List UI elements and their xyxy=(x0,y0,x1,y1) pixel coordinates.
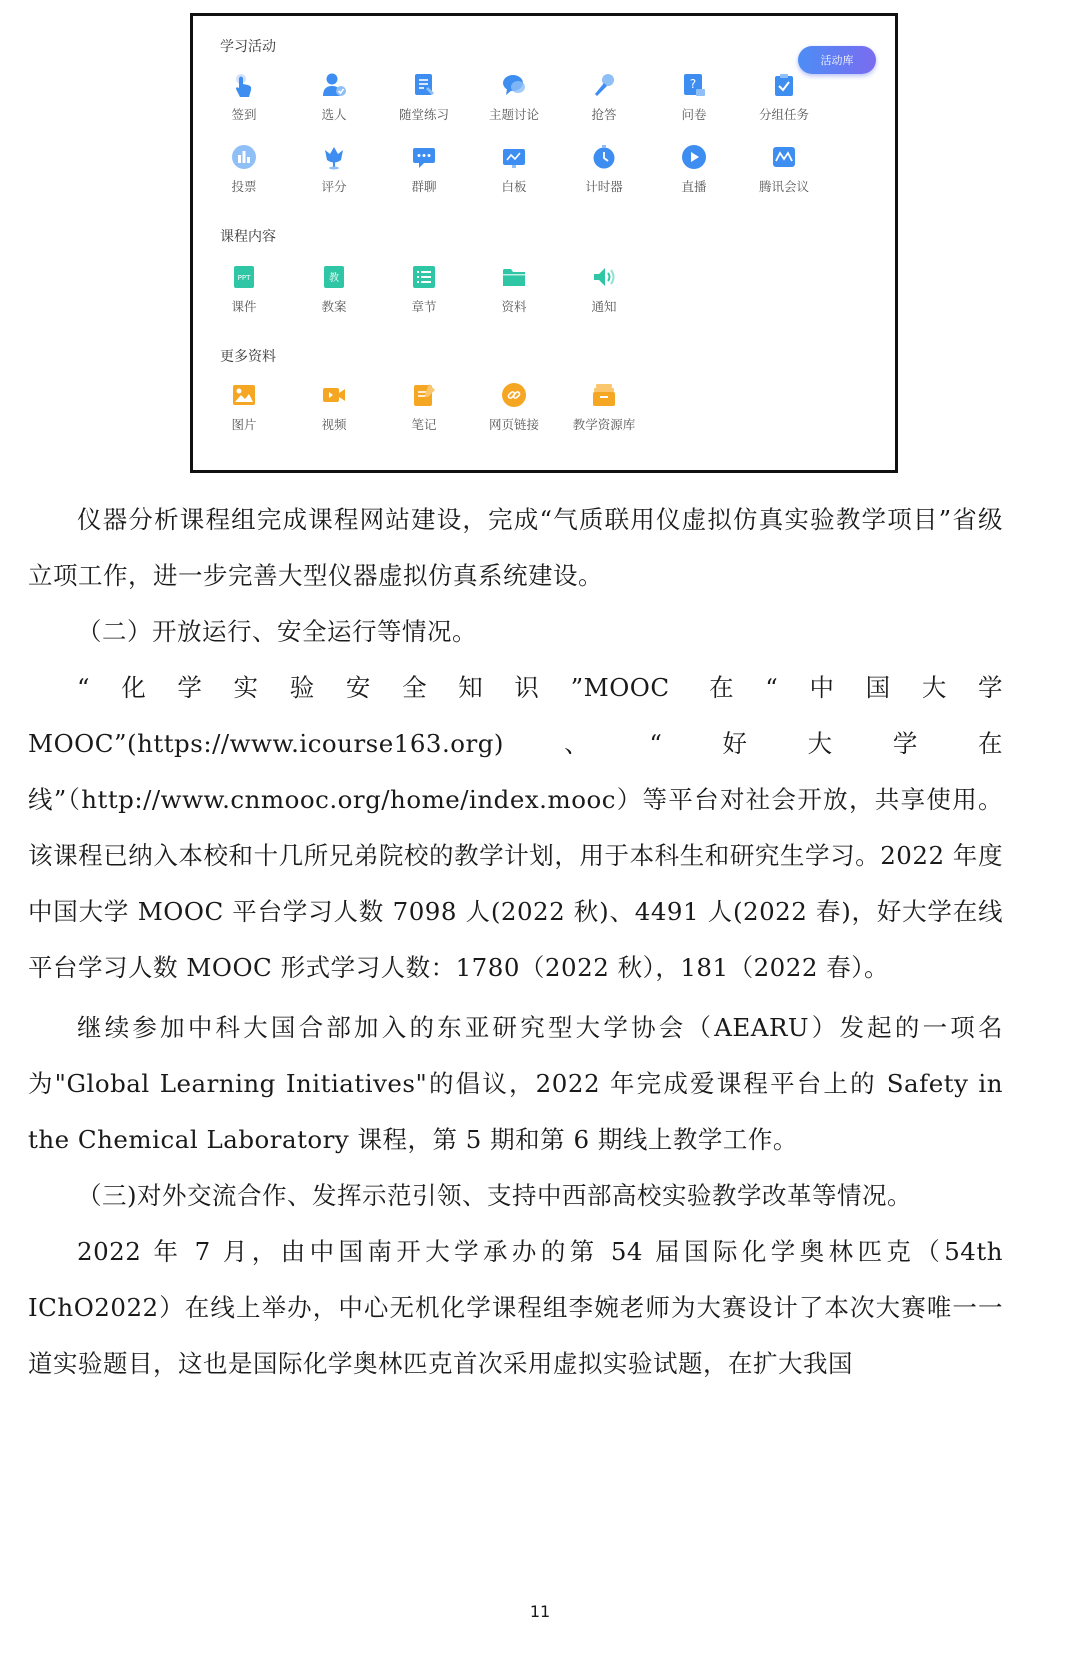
whiteboard-icon xyxy=(501,144,527,170)
tool-label: 分组任务 xyxy=(758,107,809,122)
timer-icon xyxy=(591,144,617,170)
tool-whiteboard[interactable] xyxy=(469,144,559,195)
tool-label: 计时器 xyxy=(585,179,623,194)
video-icon xyxy=(321,382,347,408)
tool-live[interactable] xyxy=(649,144,739,195)
play-icon xyxy=(681,144,707,170)
paragraph-2: （二）开放运行、安全运行等情况。 xyxy=(77,617,477,646)
tool-label: 直播 xyxy=(681,179,707,194)
paragraph-6: 2022 年 7 月，由中国南开大学承办的第 54 届国际化学奥林匹克（54th IChO2022）在线上举办，中心无机化学课程组李婉老师为大赛设计了本次大赛唯一一道实验题目，这也是国际化学奥林匹克首次采用虚拟实验试题，在扩大我国 xyxy=(28,1237,1003,1378)
tool-notes[interactable] xyxy=(379,382,469,433)
paragraph-5: （三)对外交流合作、发挥示范引领、支持中西部高校实验教学改革等情况。 xyxy=(77,1181,913,1210)
tool-resource-library[interactable] xyxy=(559,382,649,433)
tool-label: 腾讯会议 xyxy=(758,179,809,194)
tool-label: 群聊 xyxy=(411,179,437,194)
tool-label: 签到 xyxy=(231,107,257,122)
tool-tencent-meeting[interactable] xyxy=(739,144,829,195)
tool-video[interactable] xyxy=(289,382,379,433)
tool-group-task[interactable] xyxy=(739,72,829,123)
activity-library-button[interactable]: 活动库 xyxy=(798,46,876,74)
tool-teaching-plan[interactable] xyxy=(289,264,379,315)
paragraph-1: 仪器分析课程组完成课程网站建设，完成“气质联用仪虚拟仿真实验教学项目”省级立项工作，进一步完善大型仪器虚拟仿真系统建设。 xyxy=(28,505,1003,590)
tool-sign-in[interactable] xyxy=(199,72,289,123)
bar-chart-icon xyxy=(231,144,257,170)
tool-label: 资料 xyxy=(501,299,527,314)
tool-label: 主题讨论 xyxy=(488,107,539,122)
tool-questionnaire[interactable] xyxy=(649,72,739,123)
resource-box-icon xyxy=(591,382,617,408)
section-title-content: 课程内容 xyxy=(220,229,276,245)
list-icon xyxy=(411,264,437,290)
tool-in-class-exercise[interactable] xyxy=(379,72,469,123)
folder-icon xyxy=(501,264,527,290)
tool-label: 网页链接 xyxy=(488,417,539,432)
tool-label: 课件 xyxy=(231,299,257,314)
tool-label: 教学资源库 xyxy=(572,417,636,432)
ppt-icon xyxy=(231,264,257,290)
tulip-icon xyxy=(321,144,347,170)
tool-chapters[interactable] xyxy=(379,264,469,315)
svg-text:?: ? xyxy=(689,77,697,91)
tool-pick-person[interactable] xyxy=(289,72,379,123)
paragraph-4: 继续参加中科大国合部加入的东亚研究型大学协会（AEARU）发起的一项名为"Global Learning Initiatives"的倡议，2022 年完成爱课程平台上的 Safety in the Chemical Laboratory 课程，第 5 期和第 6 期线上教学工作。 xyxy=(28,1013,1003,1154)
tool-rating[interactable] xyxy=(289,144,379,195)
tool-label: 视频 xyxy=(321,417,347,432)
chat-bubble-icon xyxy=(501,72,527,98)
tool-label: 随堂练习 xyxy=(398,107,449,122)
group-chat-icon xyxy=(411,144,437,170)
tool-label: 图片 xyxy=(231,417,257,432)
tool-notice[interactable] xyxy=(559,264,649,315)
finger-tap-icon xyxy=(231,72,257,98)
plan-badge-text: 教 xyxy=(329,273,339,284)
tool-quick-answer[interactable] xyxy=(559,72,649,123)
meeting-icon xyxy=(771,144,797,170)
questionnaire-icon xyxy=(681,72,707,98)
note-icon xyxy=(411,382,437,408)
tool-timer[interactable] xyxy=(559,144,649,195)
page-number: 11 xyxy=(529,1602,551,1621)
tool-label: 教案 xyxy=(321,299,347,314)
teaching-plan-icon xyxy=(321,264,347,290)
image-icon xyxy=(231,382,257,408)
tool-courseware[interactable] xyxy=(199,264,289,315)
microphone-icon xyxy=(591,72,617,98)
exercise-doc-icon xyxy=(411,72,437,98)
tool-label: 问卷 xyxy=(681,107,707,122)
activity-panel xyxy=(190,13,898,473)
link-icon xyxy=(501,382,527,408)
tool-web-link[interactable] xyxy=(469,382,559,433)
section-title-activities: 学习活动 xyxy=(220,39,276,55)
ppt-badge-text: PPT xyxy=(237,274,251,282)
paragraph-3: “化学实验安全知识”MOOC 在“中国大学 MOOC”(https://www.icourse163.org)、“好大学在线”（http://www.cnmooc.org/home/index.mooc）等平台对社会开放，共享使用。该课程已纳入本校和十几所兄弟院校的教学计划，用于本科生和研究生学习。2022 年度中国大学 MOOC 平台学习人数 7098 人(2022 秋)、4491 人(2022 春)，好大学在线平台学习人数 MOOC 形式学习人数：1780（2022 秋），181（2022 春）。 xyxy=(28,673,1003,982)
tool-label: 通知 xyxy=(591,299,617,314)
tool-vote[interactable] xyxy=(199,144,289,195)
tool-label: 章节 xyxy=(411,299,437,314)
tool-label: 白板 xyxy=(501,179,527,194)
tool-label: 投票 xyxy=(231,179,257,194)
tool-topic-discussion[interactable] xyxy=(469,72,559,123)
tool-label: 选人 xyxy=(321,107,347,122)
clipboard-check-icon xyxy=(771,72,797,98)
tool-images[interactable] xyxy=(199,382,289,433)
section-title-more: 更多资料 xyxy=(220,349,276,365)
tool-label: 评分 xyxy=(321,179,347,194)
tool-label: 抢答 xyxy=(591,107,617,122)
tool-group-chat[interactable] xyxy=(379,144,469,195)
tool-label: 笔记 xyxy=(411,417,437,432)
tool-materials[interactable] xyxy=(469,264,559,315)
person-check-icon xyxy=(321,72,347,98)
speaker-icon xyxy=(591,264,617,290)
